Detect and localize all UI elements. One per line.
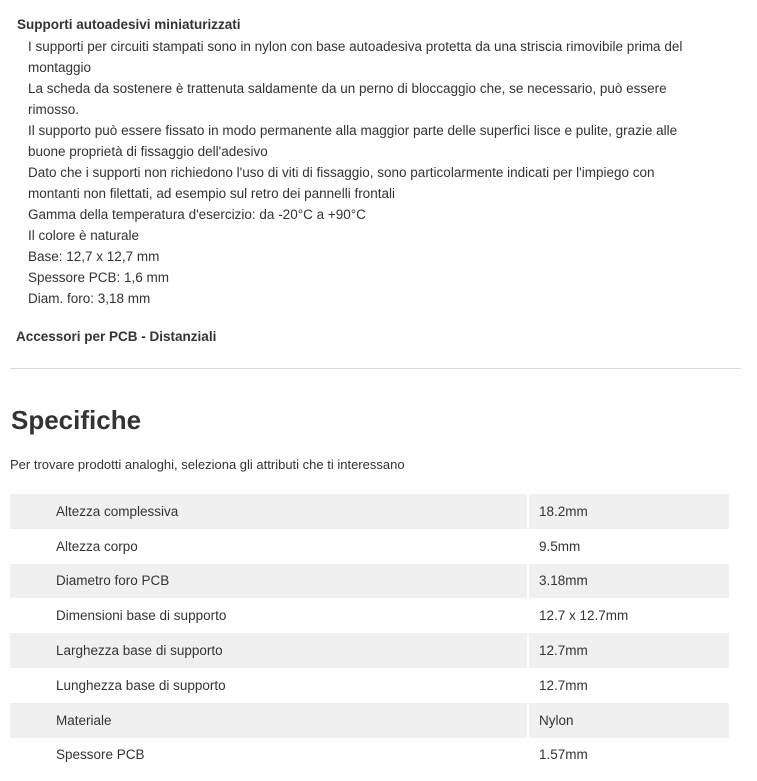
table-row[interactable] xyxy=(10,598,729,633)
spec-attribute: Altezza complessiva xyxy=(10,494,528,529)
spec-attribute: Altezza corpo xyxy=(10,529,528,564)
table-row[interactable] xyxy=(10,564,729,599)
description-line: Dato che i supporti non richiedono l'uso di viti di fissaggio, sono particolarmente indicati per l'impiego con xyxy=(28,165,655,180)
spec-value: 12.7 x 12.7mm xyxy=(539,608,629,624)
spec-value: 1.57mm xyxy=(539,747,588,763)
spec-attribute: Diametro foro PCB xyxy=(10,564,528,599)
description-line: Gamma della temperatura d'esercizio: da -20°C a +90°C xyxy=(28,207,366,222)
table-row[interactable] xyxy=(10,703,729,738)
spec-value: 12.7mm xyxy=(528,633,729,668)
table-row[interactable] xyxy=(10,668,729,703)
description-line: rimosso. xyxy=(28,102,80,117)
spec-attribute: Larghezza base di supporto xyxy=(10,633,528,668)
table-row[interactable] xyxy=(10,529,729,564)
spec-value: 9.5mm xyxy=(539,538,581,554)
table-row[interactable] xyxy=(10,738,729,773)
description-line: montaggio xyxy=(28,60,92,75)
specifications-heading: Specifiche xyxy=(11,405,142,435)
description-line: Diam. foro: 3,18 mm xyxy=(28,291,151,306)
description-lines xyxy=(28,36,737,309)
description-line: buone proprietà di fissaggio dell'adesivo xyxy=(28,144,268,159)
description-title: Supporti autoadesivi miniaturizzati xyxy=(17,17,241,32)
table-row[interactable] xyxy=(10,494,729,529)
spec-attribute: Lunghezza base di supporto xyxy=(10,668,528,703)
specifications-intro: Per trovare prodotti analoghi, seleziona gli attributi che ti interessano xyxy=(10,457,405,472)
description-line: Spessore PCB: 1,6 mm xyxy=(28,270,170,285)
specifications-table xyxy=(10,494,729,772)
spec-attribute: Spessore PCB xyxy=(10,738,528,773)
spec-attribute: Materiale xyxy=(10,703,528,738)
product-description xyxy=(17,15,737,309)
spec-value: 3.18mm xyxy=(528,564,729,599)
description-line: Il supporto può essere fissato in modo permanente alla maggior parte delle superfici lisce e pulite, grazie alle xyxy=(28,123,678,138)
spec-value: Nylon xyxy=(528,703,729,738)
accessories-link[interactable]: Accessori per PCB - Distanziali xyxy=(16,329,217,344)
spec-attribute: Dimensioni base di supporto xyxy=(10,598,528,633)
table-row[interactable] xyxy=(10,633,729,668)
section-divider xyxy=(10,368,741,369)
description-line: La scheda da sostenere è trattenuta saldamente da un perno di bloccaggio che, se necessario, può essere xyxy=(28,81,667,96)
description-line: I supporti per circuiti stampati sono in nylon con base autoadesiva protetta da una striscia rimovibile prima del xyxy=(28,39,683,54)
description-line: Base: 12,7 x 12,7 mm xyxy=(28,249,160,264)
description-line: Il colore è naturale xyxy=(28,228,140,243)
spec-value: 12.7mm xyxy=(539,677,588,693)
spec-value: 18.2mm xyxy=(528,494,729,529)
description-line: montanti non filettati, ad esempio sul retro dei pannelli frontali xyxy=(28,186,395,201)
